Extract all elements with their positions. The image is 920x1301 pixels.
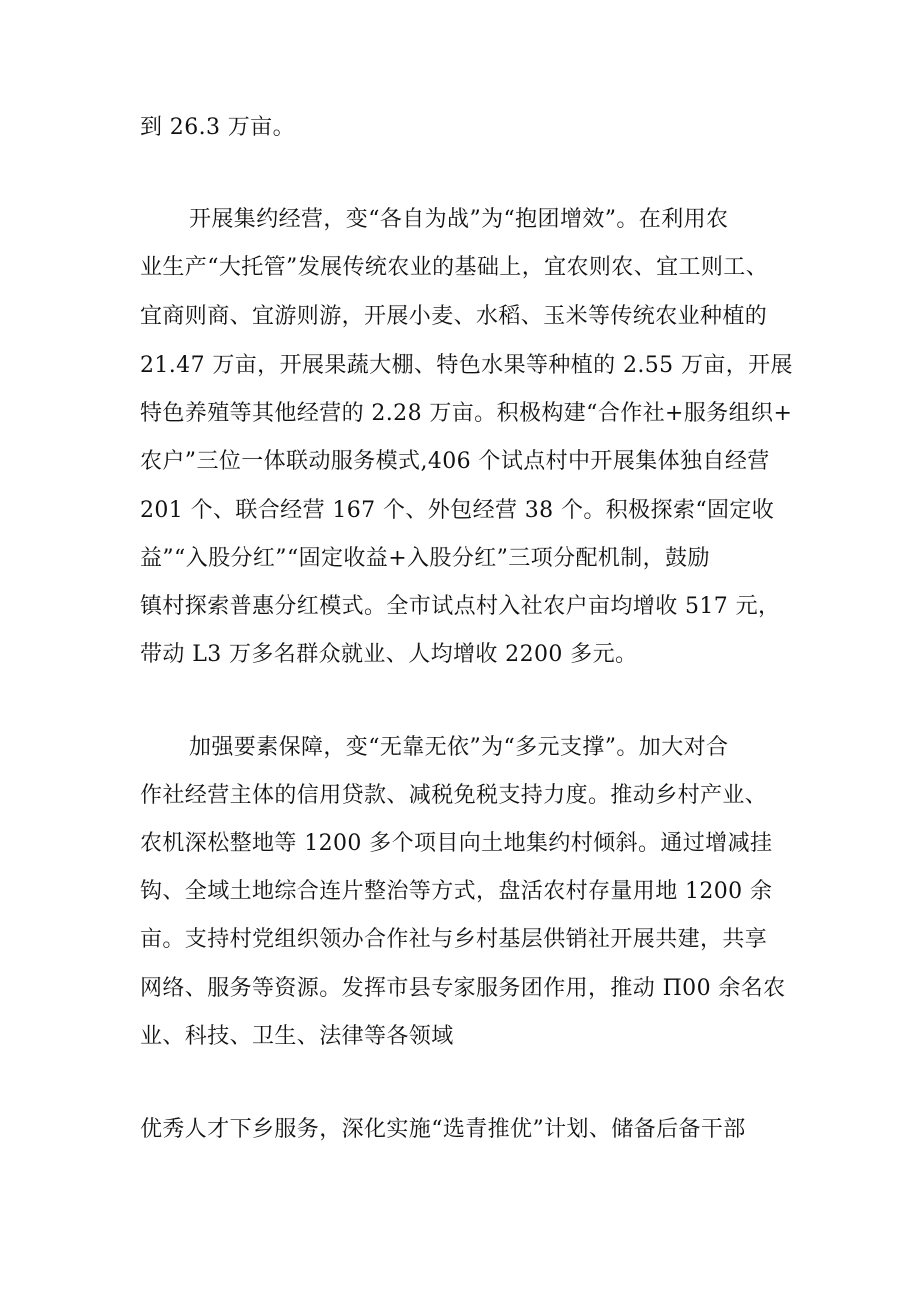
paragraph-2-line-4: 钩、全域土地综合连片整治等方式，盘活农村存量用地 1200 余 [140,879,773,904]
paragraph-1-line-5: 特色养殖等其他经营的 2.28 万亩。积极构建“合作社+服务组织+ [140,401,793,426]
paragraph-2-line-6: 网络、服务等资源。发挥市县专家服务团作用，推动 П00 余名农 [140,976,786,1001]
paragraph-1-line-2: 业生产“大托管”发展传统农业的基础上，宜农则农、宜工则工、 [140,255,769,280]
paragraph-3-line-1: 优秀人才下乡服务，深化实施“选青推优”计划、储备后备干部 [140,1117,746,1142]
paragraph-1-line-1: 开展集约经营，变“各自为战”为“抱团增效”。在利用农 [189,207,729,232]
paragraph-1-line-4: 21.47 万亩，开展果蔬大棚、特色水果等种植的 2.55 万亩，开展 [140,353,793,378]
paragraph-2-line-5: 亩。支持村党组织领办合作社与乡村基层供销社开展共建，共享 [140,927,768,952]
paragraph-2-line-2: 作社经营主体的信用贷款、减税免税支持力度。推动乡村产业、 [140,783,768,808]
paragraph-1-line-10: 带动 L3 万多名群众就业、人均增收 2200 多元。 [140,642,638,667]
paragraph-1-line-9: 镇村探索普惠分红模式。全市试点村入社农户亩均增收 517 元， [140,594,781,619]
paragraph-2-line-3: 农机深松整地等 1200 多个项目向土地集约村倾斜。通过增减挂 [140,831,773,856]
paragraph-2-line-1: 加强要素保障，变“无靠无依”为“多元支撑”。加大对合 [189,735,729,760]
paragraph-2-line-7: 业、科技、卫生、法律等各领域 [140,1024,454,1049]
text-line-1: 到 26.3 万亩。 [140,115,295,140]
paragraph-1-line-3: 宜商则商、宜游则游，开展小麦、水稻、玉米等传统农业种植的 [140,304,768,329]
paragraph-1-line-8: 益”“入股分红”“固定收益+入股分红”三项分配机制，鼓励 [140,546,710,571]
paragraph-1-line-7: 201 个、联合经营 167 个、外包经营 38 个。积极探索“固定收 [140,498,775,523]
paragraph-1-line-6: 农户”三位一体联动服务模式,406 个试点村中开展集体独自经营 [140,449,770,474]
